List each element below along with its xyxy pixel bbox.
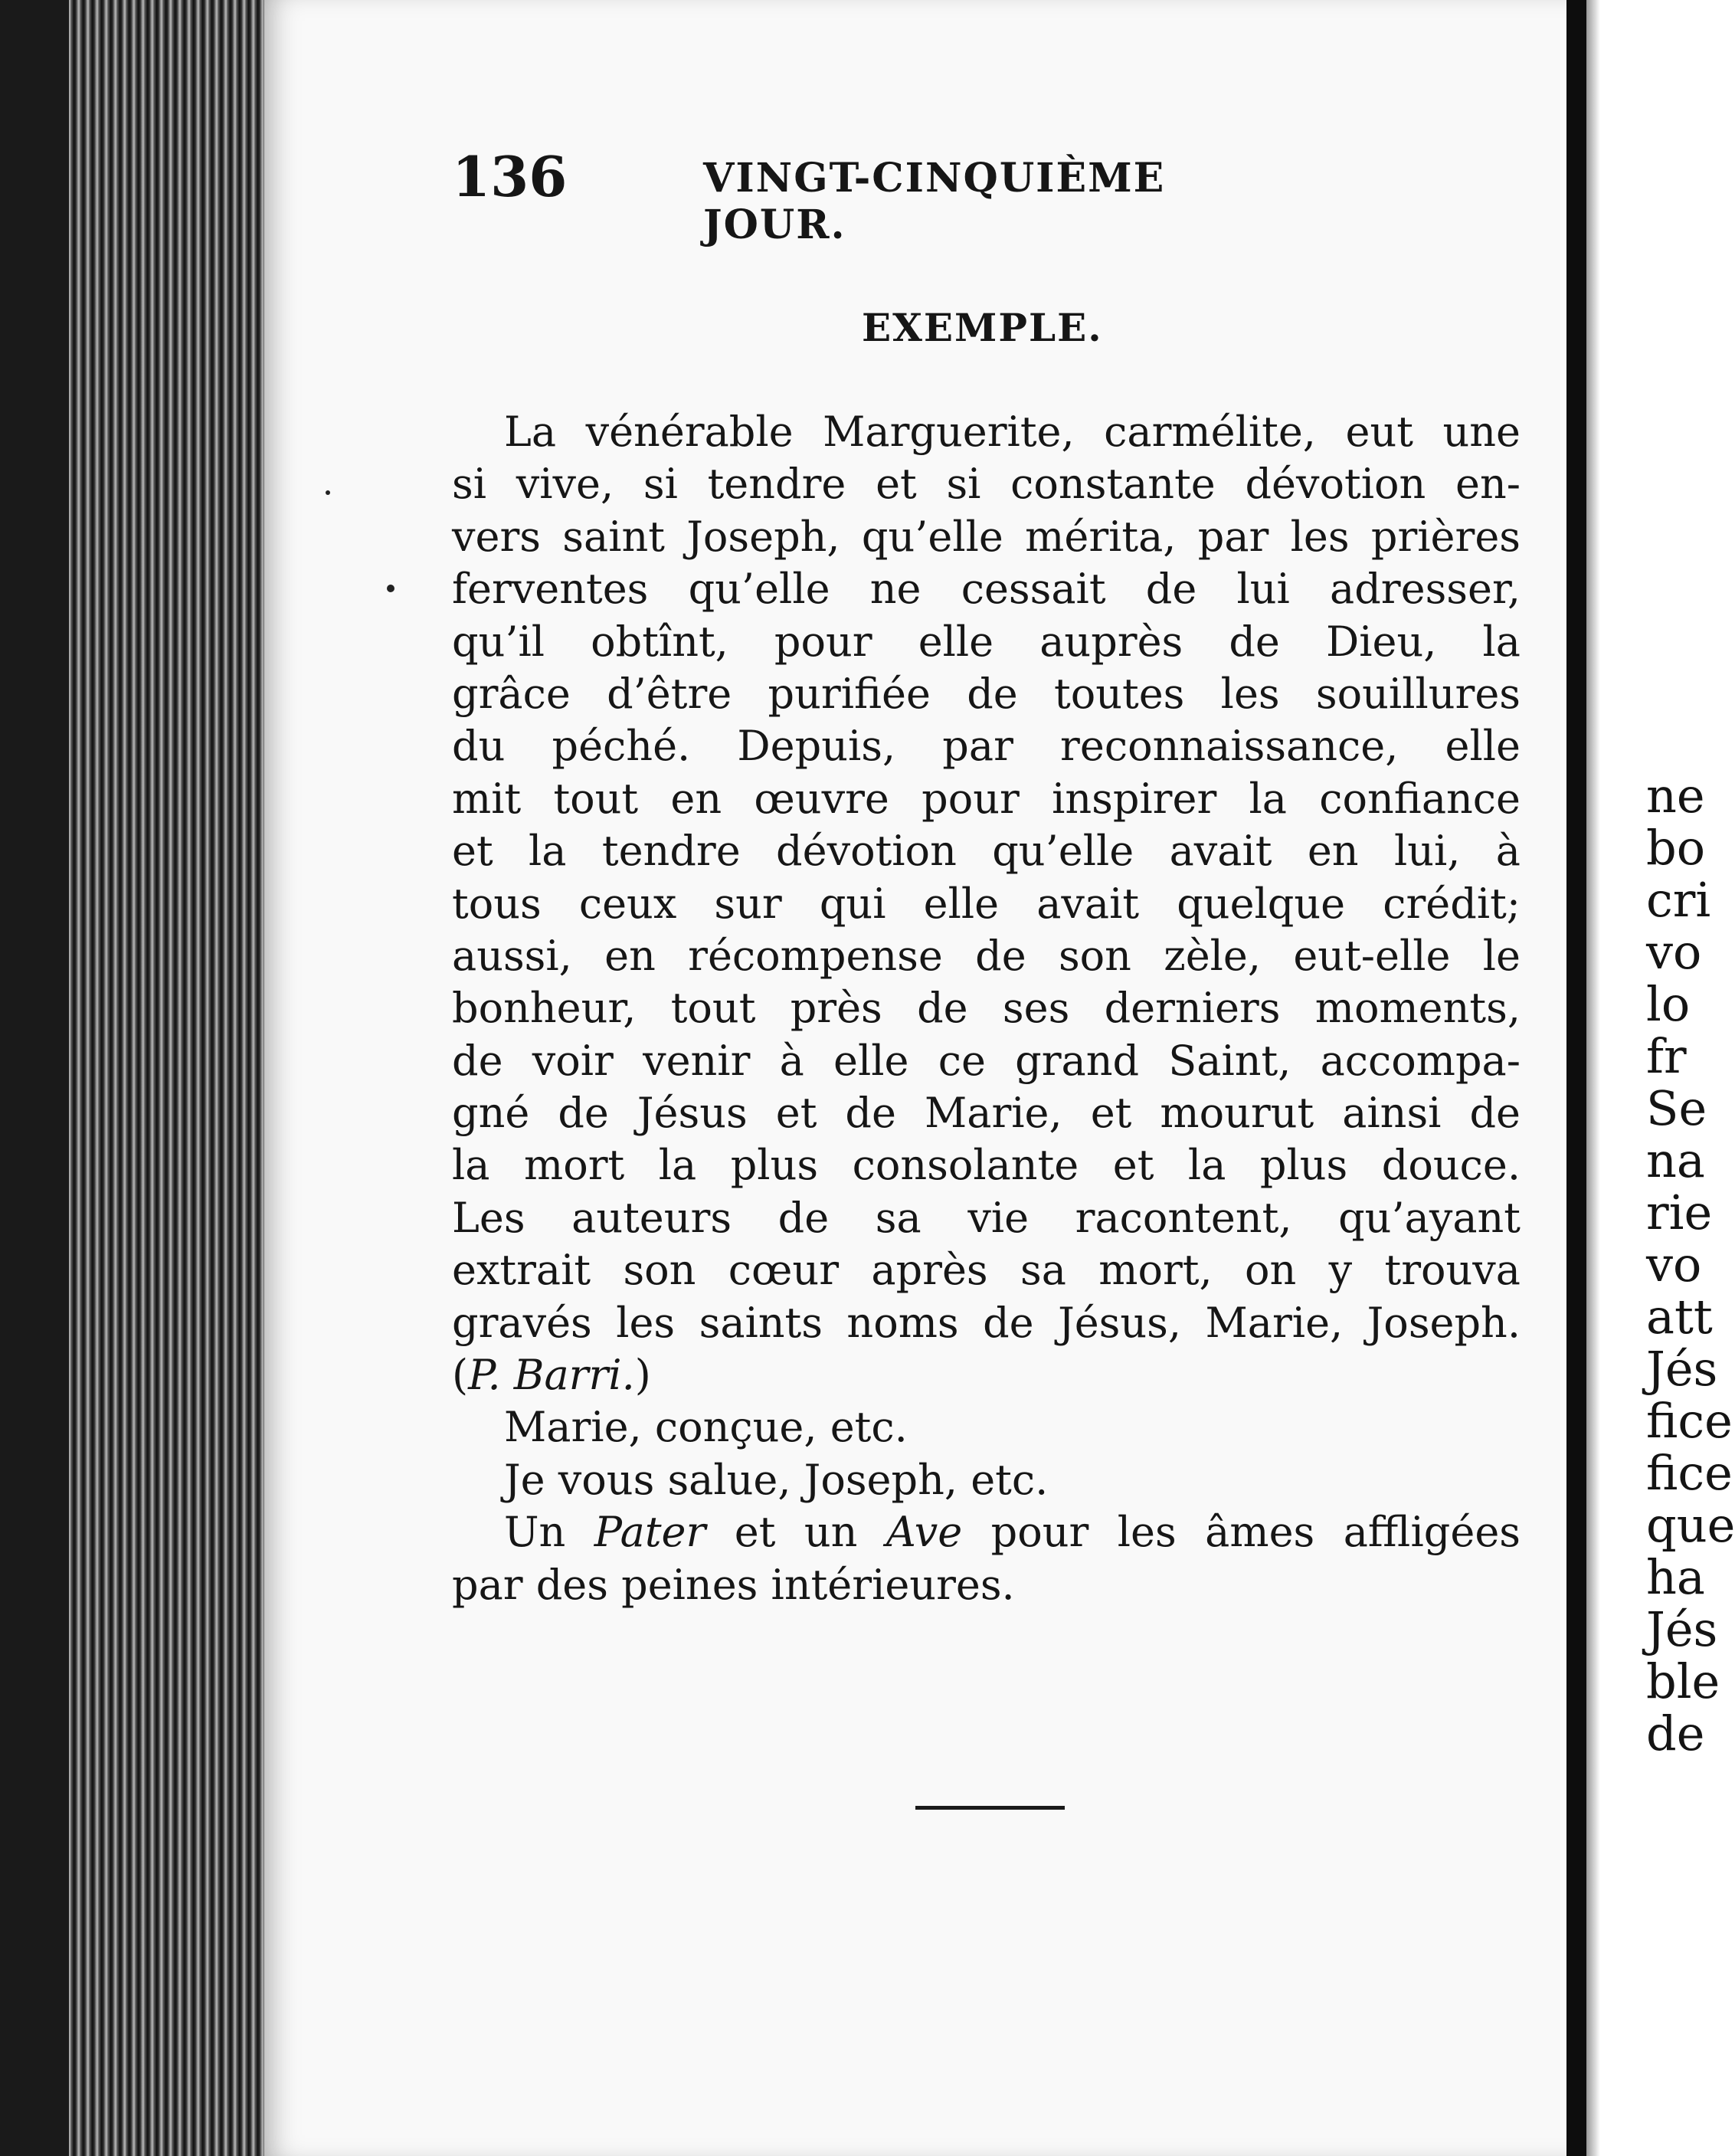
text-line: qu’il obtînt, pour elle auprès de Dieu, la [452, 617, 1521, 666]
prayer-et-un: et un [705, 1508, 886, 1557]
page-number: 136 [452, 144, 568, 209]
prayer-intention [452, 1506, 1521, 1558]
prayer-pater: Pater [594, 1508, 706, 1557]
facing-page-text: rie [1646, 1184, 1713, 1240]
facing-page-text: cri [1646, 872, 1711, 928]
citation-close: ) [634, 1351, 651, 1400]
text-line: de voir venir à elle ce grand Saint, accompa- [452, 1036, 1521, 1085]
text-line: aussi, en récompense de son zèle, eut-elle le [452, 931, 1521, 980]
facing-page-text: att [1646, 1289, 1713, 1345]
text-line: gravés les saints noms de Jésus, Marie, Joseph. [452, 1298, 1521, 1347]
text-line: ferventes qu’elle ne cessait de lui adresser, [452, 565, 1521, 614]
facing-page-text: lo [1646, 976, 1691, 1032]
text-line: la mort la plus consolante et la plus douce. [452, 1141, 1521, 1190]
text-line: tous ceux sur qui elle avait quelque crédit; [452, 879, 1521, 928]
page-body [452, 406, 1521, 1611]
facing-page-text: vo [1646, 924, 1702, 980]
book-gutter [1566, 0, 1586, 2156]
facing-page-text: fice [1646, 1445, 1733, 1501]
facing-page-text: ne [1646, 768, 1705, 824]
source-citation [452, 1349, 1521, 1401]
ink-speck [387, 585, 394, 592]
book-edge-shadow [0, 0, 69, 2156]
facing-page-text: na [1646, 1132, 1705, 1188]
text-line: bonheur, tout près de ses derniers moments, [452, 984, 1521, 1033]
text-line: Les auteurs de sa vie racontent, qu’ayant [452, 1193, 1521, 1242]
running-title: VINGT-CINQUIÈME JOUR. [703, 155, 1166, 248]
facing-page-text: ble [1646, 1653, 1720, 1709]
facing-page-text: Jés [1646, 1341, 1718, 1397]
prayer-marie: Marie, conçue, etc. [504, 1403, 908, 1452]
facing-page-text: Se [1646, 1080, 1707, 1136]
citation-open: ( [452, 1351, 469, 1400]
facing-page-text: de [1646, 1705, 1705, 1761]
facing-page-text: bo [1646, 820, 1706, 876]
facing-page-text: vo [1646, 1237, 1702, 1293]
end-rule [915, 1806, 1065, 1810]
facing-page-text: ha [1646, 1549, 1705, 1605]
gutter-highlight [1586, 0, 1600, 2156]
text-line: extrait son cœur après sa mort, on y trouva [452, 1246, 1521, 1295]
page-header [452, 144, 1306, 248]
text-line: si vive, si tendre et si constante dévotion en- [452, 460, 1521, 509]
text-line: et la tendre dévotion qu’elle avait en lui, à [452, 827, 1521, 876]
ink-speck [326, 490, 330, 495]
facing-page-text: Jés [1646, 1601, 1718, 1657]
prayer-intention-end: par des peines intérieures. [452, 1560, 1015, 1609]
section-heading: EXEMPLE. [862, 305, 1103, 350]
facing-page-text: que [1646, 1497, 1735, 1553]
facing-page-text: fice [1646, 1393, 1733, 1449]
citation-author: P. Barri. [468, 1351, 635, 1400]
prayer-ave: Ave [886, 1508, 963, 1557]
prayer-rest: pour les âmes affligées [962, 1508, 1521, 1557]
prayer-un: Un [504, 1508, 594, 1557]
text-line: vers saint Joseph, qu’elle mérita, par les prières [452, 512, 1521, 561]
text-line: gné de Jésus et de Marie, et mourut ainsi de [452, 1089, 1521, 1138]
text-line: du péché. Depuis, par reconnaissance, elle [452, 722, 1521, 771]
prayer-joseph: Je vous salue, Joseph, etc. [504, 1455, 1049, 1504]
facing-page-text: fr [1646, 1028, 1687, 1084]
text-line: grâce d’être purifiée de toutes les souillures [452, 669, 1521, 718]
text-line: mit tout en œuvre pour inspirer la confiance [452, 774, 1521, 823]
text-line: La vénérable Marguerite, carmélite, eut une [504, 408, 1521, 456]
facing-page-fragment [1600, 0, 1735, 2156]
